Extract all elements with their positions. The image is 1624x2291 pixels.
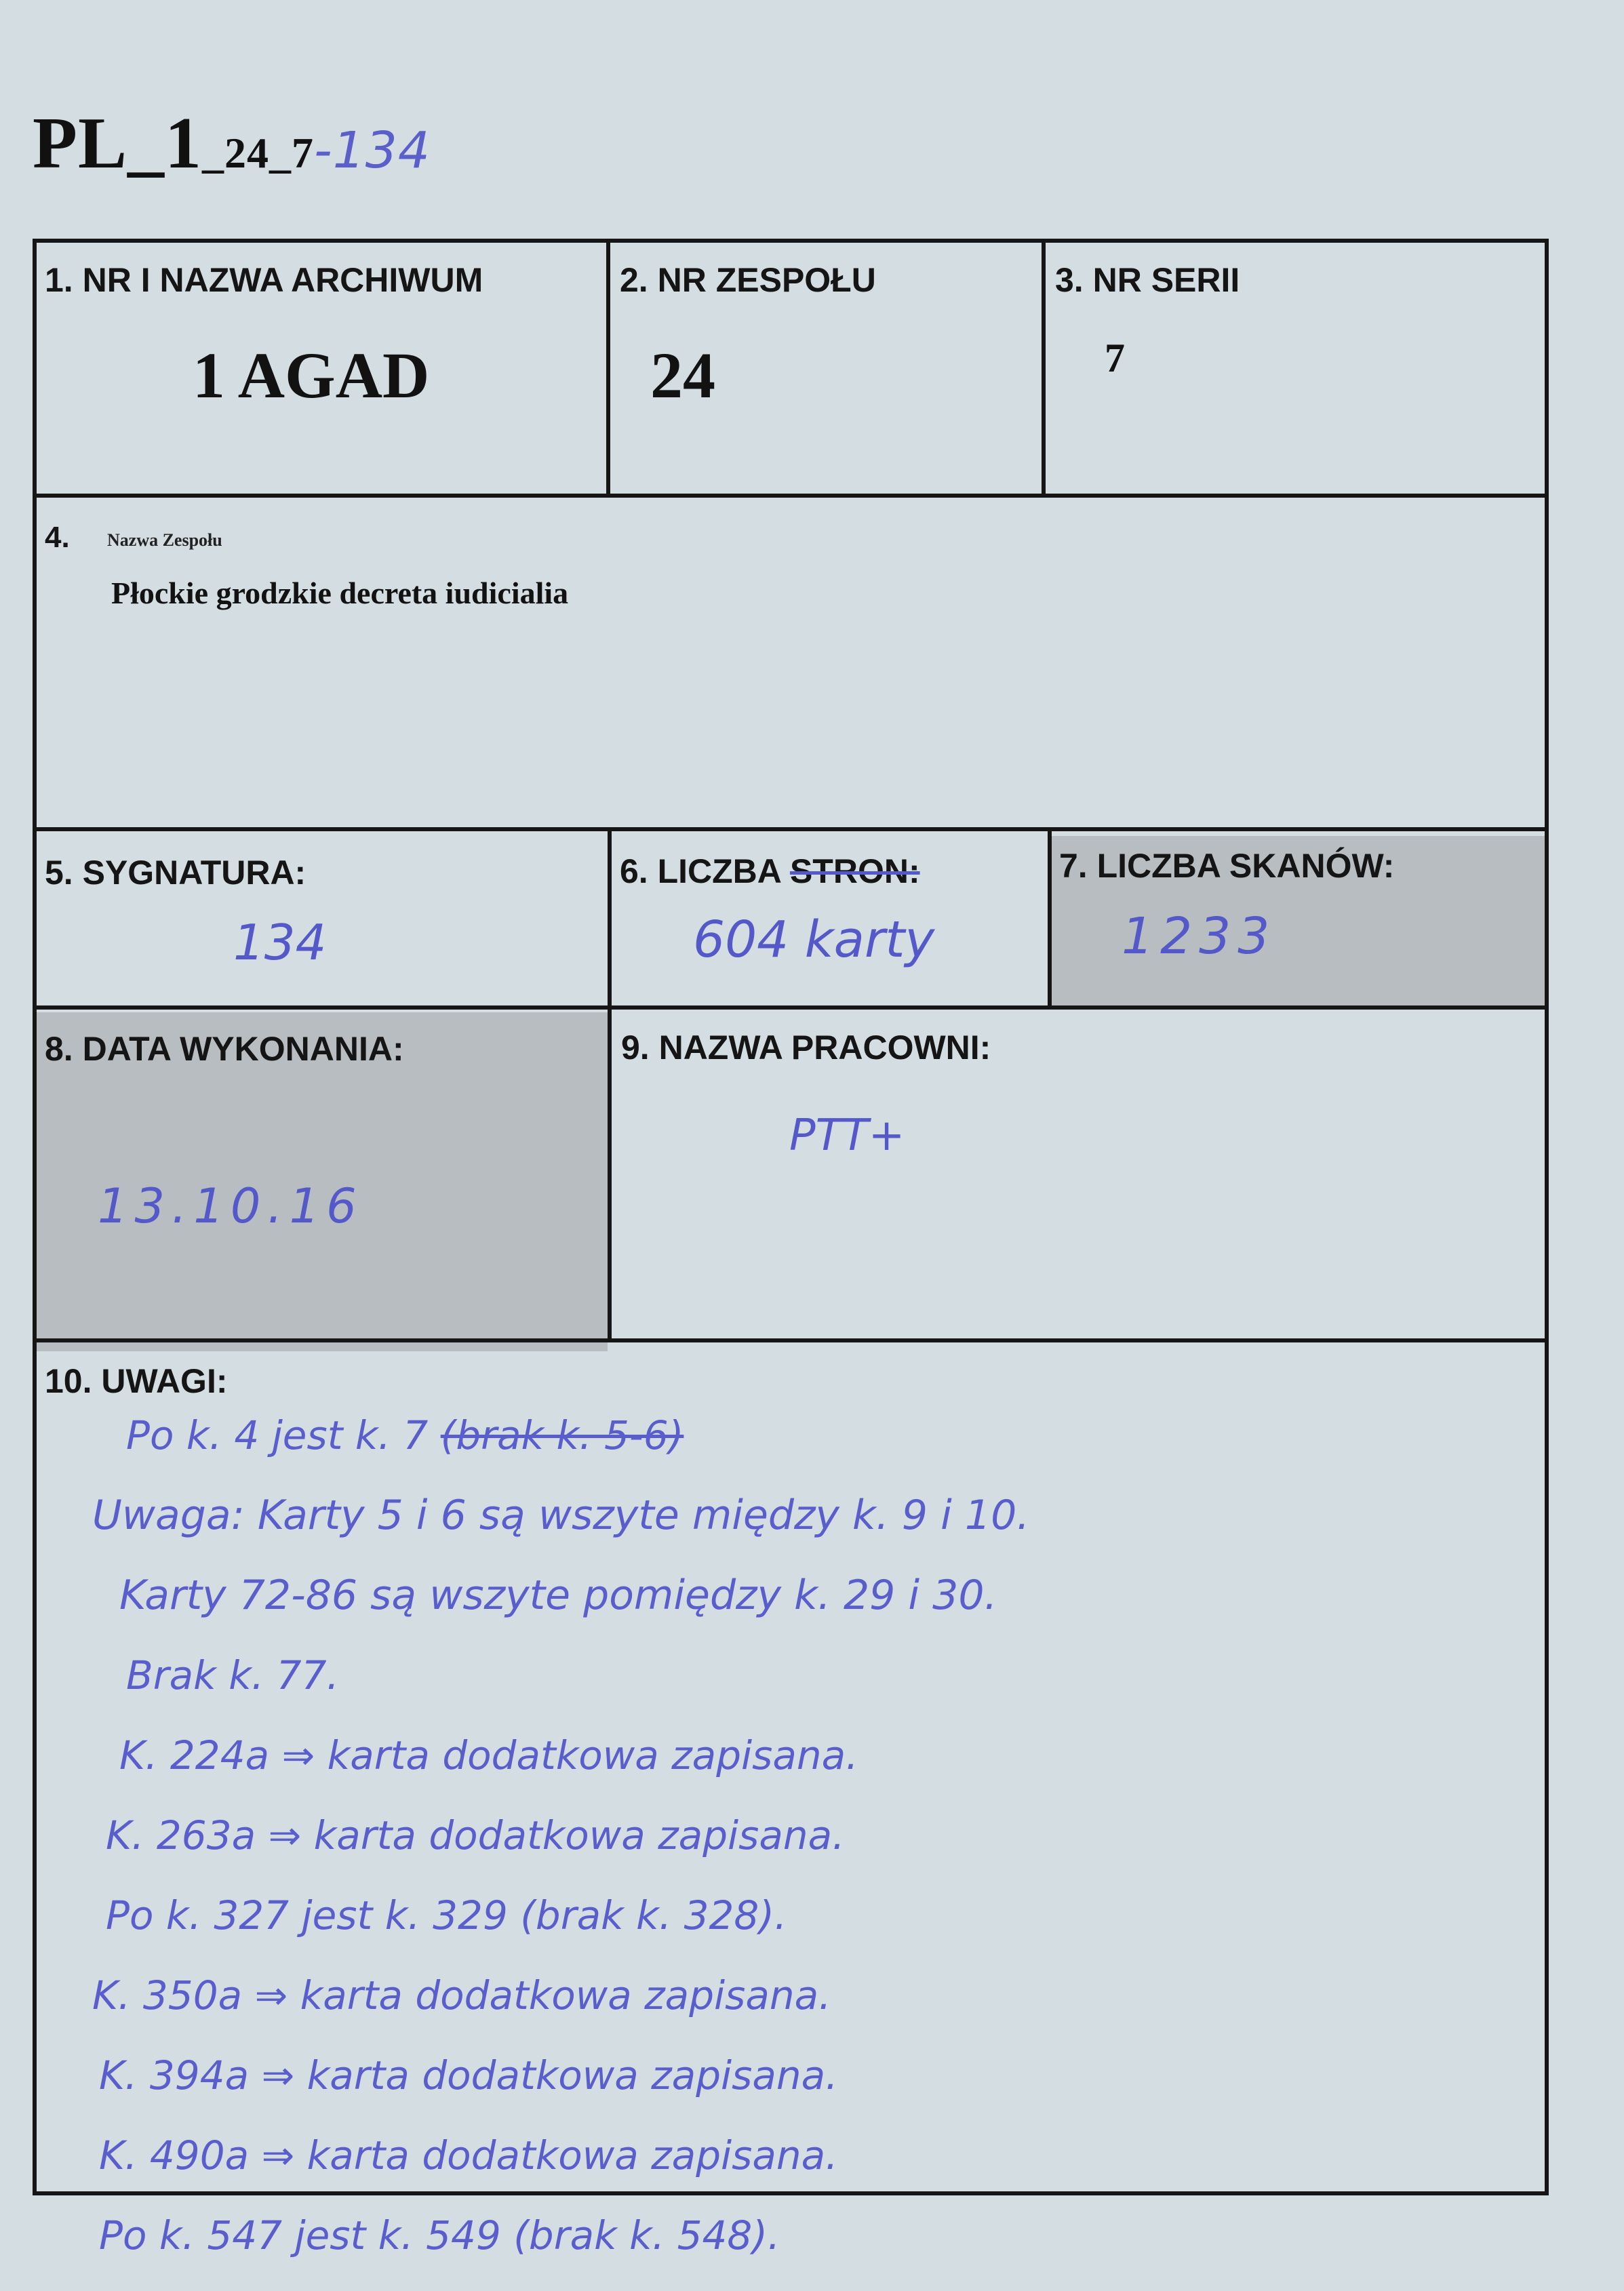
scan-count-value: 1233 [1122,907,1277,965]
page-id-middle: _24_7 [202,129,315,177]
page-count-label [620,852,920,891]
page-identifier [33,102,431,186]
series-number-label: 3. NR SERII [1055,261,1240,299]
archive-value: 1 AGAD [193,339,430,412]
archive-label: 1. NR I NAZWA ARCHIWUM [45,261,483,299]
divider-row1-b [1042,243,1046,494]
workshop-label: 9. NAZWA PRACOWNI: [621,1029,991,1067]
rule-after-row3 [37,1005,1545,1010]
rule-after-row1 [37,494,1545,498]
remarks-line-11: Po k. 547 jest k. 549 (brak k. 548). [99,2212,780,2258]
remarks-line-1-main: Po k. 4 jest k. 7 [126,1412,441,1458]
page-count-label-main: 6. LICZBA [620,852,790,890]
series-number-value: 7 [1105,336,1125,380]
remarks-line-1-struck: (brak k. 5-6) [440,1412,684,1458]
divider-row3-b [1048,827,1052,1005]
date-value: 13.10.16 [98,1178,363,1234]
remarks-line-5: K. 224a ⇒ karta dodatkowa zapisana. [119,1732,858,1778]
fond-name-label: Nazwa Zespołu [107,530,222,550]
divider-row4 [608,1005,612,1338]
remarks-line-2: Uwaga: Karty 5 i 6 są wszyte między k. 9 i 10. [92,1492,1030,1539]
rule-after-row4 [37,1338,1545,1342]
signature-label: 5. SYGNATURA: [45,854,306,892]
archive-form [33,239,1549,2258]
signature-value: 134 [233,914,327,971]
rule-after-row2 [37,827,1545,831]
remarks-line-1 [72,1395,1496,1475]
remarks-line-6: K. 263a ⇒ karta dodatkowa zapisana. [106,1812,845,1858]
remarks-line-8: K. 350a ⇒ karta dodatkowa zapisana. [92,1972,831,2018]
scan-count-label: 7. LICZBA SKANÓW: [1059,847,1395,885]
remarks-line-4: Brak k. 77. [126,1652,339,1698]
fond-name-label-number: 4. [45,521,70,554]
page-count-value: 604 karty [693,911,935,969]
page-id-handwritten: -134 [314,121,431,180]
remarks-line-10: K. 490a ⇒ karta dodatkowa zapisana. [99,2132,838,2178]
remarks-line-7: Po k. 327 jest k. 329 (brak k. 328). [106,1892,787,1938]
fond-number-label: 2. NR ZESPOŁU [620,261,876,299]
remarks-line-9: K. 394a ⇒ karta dodatkowa zapisana. [99,2052,838,2098]
page-id-prefix: PL_1 [33,103,203,184]
divider-row3-a [608,827,612,1005]
remarks-line-3: Karty 72-86 są wszyte pomiędzy k. 29 i 30. [119,1572,997,1619]
page-count-label-struck: STRON: [789,852,920,890]
date-label: 8. DATA WYKONANIA: [45,1030,404,1068]
remarks-notes [72,1395,1496,2275]
fond-name-value: Płockie grodzkie decreta iudicialia [111,576,569,610]
fond-number-value: 24 [650,339,715,412]
workshop-value: PTT+ [789,1111,905,1161]
divider-row1-a [606,243,610,494]
remarks-label: 10. UWAGI: [45,1362,228,1400]
